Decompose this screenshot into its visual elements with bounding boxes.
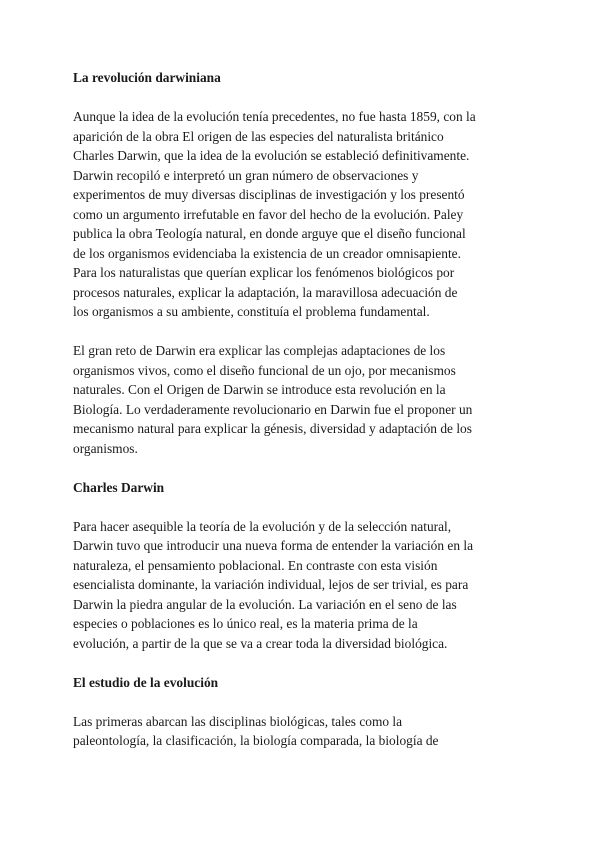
text-line: Aunque la idea de la evolución tenía precedentes, no fue hasta 1859, con la [73,109,476,124]
text-line: especies o poblaciones es lo único real, es la materia prima de la [73,616,418,631]
text-line: organismos vivos, como el diseño funcional de un ojo, por mecanismos [73,362,456,378]
paragraph-revolucion-1 [73,107,533,322]
paragraph-estudio-evolucion [73,712,533,751]
paragraph-charles-darwin [73,517,533,654]
text-line: esencialista dominante, la variación individual, lejos de ser trivial, es para [73,577,469,592]
text-line: Darwin la piedra angular de la evolución. La variación en el seno de las [73,596,457,612]
text-line: publica la obra Teología natural, en donde arguye que el diseño funcional [73,226,466,241]
spacer [73,653,533,673]
text-line: los organismos a su ambiente, constituía el problema fundamental. [73,304,430,319]
spacer [73,692,533,712]
spacer [73,88,533,108]
text-line: Las primeras abarcan las disciplinas biológicas, tales como la [73,713,403,729]
text-line: evolución, a partir de la que se va a crear toda la diversidad biológica. [73,635,448,651]
text-line: organismos. [73,440,138,456]
text-line: aparición de la obra El origen de las especies del naturalista británico [73,128,444,144]
section-heading-charles-darwin: Charles Darwin [73,479,165,495]
text-line: procesos naturales, explicar la adaptación, la maravillosa adecuación de [73,284,458,300]
text-line: Darwin recopiló e interpretó un gran número de observaciones y [73,167,419,183]
text-line: de los organismos evidenciaba la existencia de un creador omnisapiente. [73,245,461,261]
text-line: Para hacer asequible la teoría de la evolución y de la selección natural, [73,518,452,534]
text-line: experimentos de muy diversas disciplinas de investigación y los presentó [73,187,465,202]
text-line: Charles Darwin, que la idea de la evolución se estableció definitivamente. [73,148,470,163]
section-heading-revolucion: La revolución darwiniana [73,70,221,85]
text-line: paleontología, la clasificación, la biología comparada, la biología de [73,733,439,748]
text-line: naturales. Con el Origen de Darwin se introduce esta revolución en la [73,382,446,397]
spacer [73,458,533,478]
text-line: Biología. Lo verdaderamente revolucionario en Darwin fue el proponer un [73,401,473,417]
text-line: mecanismo natural para explicar la génesis, diversidad y adaptación de los [73,421,472,436]
section-heading-estudio-evolucion: El estudio de la evolución [73,674,219,690]
text-line: naturaleza, el pensamiento poblacional. En contraste con esta visión [73,557,438,573]
text-line: como un argumento irrefutable en favor del hecho de la evolución. Paley [73,206,464,222]
text-line: Para los naturalistas que querían explicar los fenómenos biológicos por [73,265,455,280]
document-page [73,68,533,751]
text-line: El gran reto de Darwin era explicar las complejas adaptaciones de los [73,343,446,358]
text-line: Darwin tuvo que introducir una nueva forma de entender la variación en la [73,538,474,553]
spacer [73,322,533,342]
spacer [73,497,533,517]
paragraph-revolucion-2 [73,341,533,458]
